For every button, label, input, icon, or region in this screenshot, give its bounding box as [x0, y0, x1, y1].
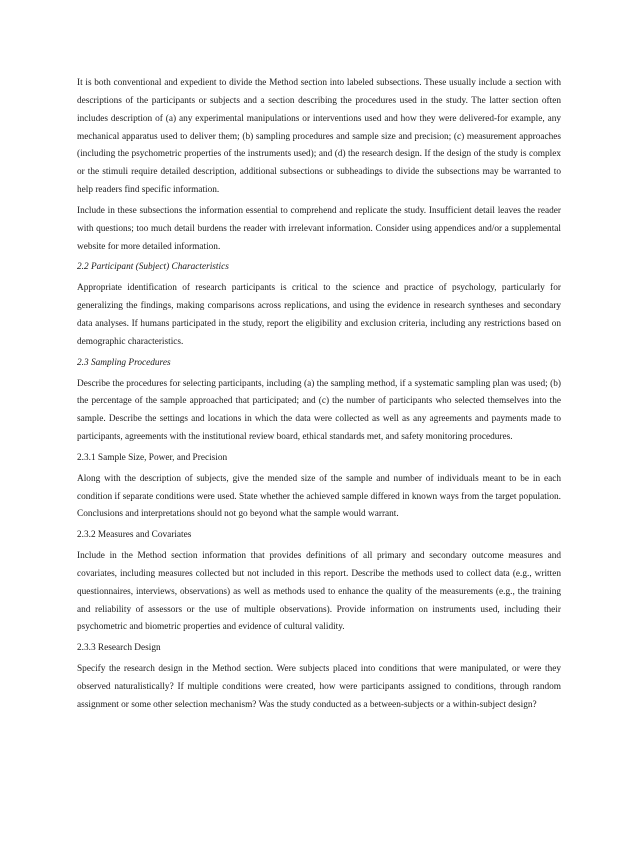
measures-covariates-heading: 2.3.2 Measures and Covariates: [77, 530, 192, 541]
subsection-detail-paragraph: Include in these subsections the information essential to comprehend and replicate the study. Insufficient detail leaves the reader with questions; too much detail burdens the reader with irrelevant information. Consider using appendices and/or a supplemental website for more detailed information.: [77, 205, 561, 252]
sampling-procedures-paragraph: Describe the procedures for selecting participants, including (a) the sampling method, if a systematic sampling plan was used; (b) the percentage of the sample approached that participated; and (c) the number of participants who selected themselves into the sample. Describe the settings and locations in which the data were collected as well as any agreements and payments made to participants, agreements with the institutional review board, ethical standards met, and safety monitoring procedures.: [77, 378, 561, 443]
research-design-heading: 2.3.3 Research Design: [77, 643, 161, 654]
research-design-paragraph: Specify the research design in the Method section. Were subjects placed into conditions that were manipulated, or were they observed naturalistically? If multiple conditions were created, how were participants assigned to conditions, through random assignment or some other selection mechanism? Was the study conducted as a between-subjects or a within-subject design?: [77, 664, 561, 710]
participant-characteristics-paragraph: Appropriate identification of research participants is critical to the science and practice of psychology, particularly for generalizing the findings, making comparisons across replications, and using the evidence in research syntheses and secondary data analyses. If humans participated in the study, report the eligibility and exclusion criteria, including any restrictions based on demographic characteristics.: [77, 283, 561, 347]
method-subsections-paragraph: It is both conventional and expedient to divide the Method section into labeled subsections. These usually include a section with descriptions of the participants or subjects and a section describing the procedures used in the study. The latter section often includes description of (a) any experimental manipulations or interventions used and how they were delivered-for example, any mechanical apparatus used to deliver them; (b) sampling procedures and sample size and precision; (c) measurement approaches (including the psychometric properties of the instruments used); and (d) the research design. If the design of the study is complex or the stimuli require detailed description, additional subsections or subheadings to divide the subsections may be warranted to help readers find specific information.: [77, 78, 561, 196]
document-page: [77, 75, 561, 718]
participant-characteristics-heading: 2.2 Participant (Subject) Characteristics: [77, 262, 229, 273]
sample-size-heading: 2.3.1 Sample Size, Power, and Precision: [77, 452, 228, 463]
sample-size-paragraph: Along with the description of subjects, give the mended size of the sample and number of individuals meant to be in each condition if separate conditions were used. State whether the achieved sample differed in known ways from the target population. Conclusions and interpretations should not go beyond what the sample would warrant.: [77, 473, 561, 520]
sampling-procedures-heading: 2.3 Sampling Procedures: [77, 357, 171, 368]
measures-covariates-paragraph: Include in the Method section information that provides definitions of all primary and secondary outcome measures and covariates, including measures collected but not included in this report. Describe the methods used to collect data (e.g., written questionnaires, interviews, observations) as well as methods used to enhance the quality of the measurements (e.g., the training and reliability of assessors or the use of multiple observations). Provide information on instruments used, including their psychometric and biometric properties and evidence of cultural validity.: [77, 551, 561, 633]
